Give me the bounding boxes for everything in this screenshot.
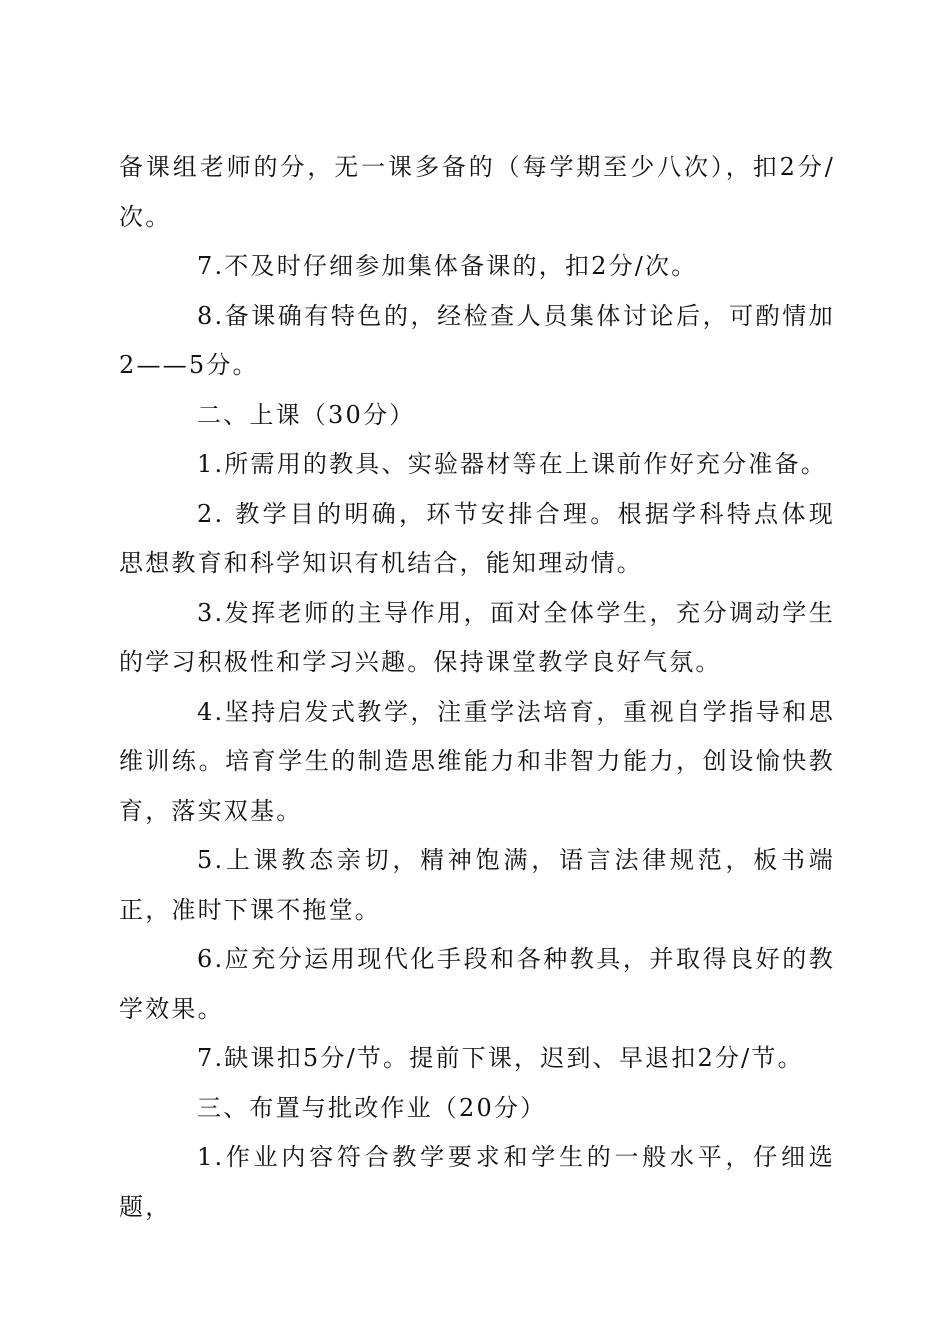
document-body <box>119 143 835 1232</box>
paragraph-item-2: 2. 教学目的明确，环节安排合理。根据学科特点体现思想教育和科学知识有机结合，能知理动情。 <box>119 499 835 577</box>
paragraph-item-8: 8.备课确有特色的，经检查人员集体讨论后，可酌情加2——5分。 <box>119 301 835 379</box>
section-heading-class: 二、上课（30分） <box>197 400 416 429</box>
paragraph-item-1: 1.所需用的教具、实验器材等在上课前作好充分准备。 <box>197 450 827 478</box>
paragraph-item-5: 5.上课教态亲切，精神饱满，语言法律规范，板书端正，准时下课不拖堂。 <box>119 846 835 924</box>
paragraph-item-6: 6.应充分运用现代化手段和各种教具，并取得良好的教学效果。 <box>119 945 835 1023</box>
paragraph-item-7: 7.不及时仔细参加集体备课的，扣2分/次。 <box>197 252 698 280</box>
paragraph-item-4: 4.坚持启发式教学，注重学法培育，重视自学指导和思维训练。培育学生的制造思维能力和非智力能力，创设愉快教育，落实双基。 <box>119 697 835 825</box>
paragraph-item-3: 3.发挥老师的主导作用，面对全体学生，充分调动学生的学习积极性和学习兴趣。保持课堂教学良好气氛。 <box>119 598 835 676</box>
paragraph-continuation: 备课组老师的分，无一课多备的（每学期至少八次），扣2分/次。 <box>119 153 835 231</box>
paragraph-item-1b: 1.作业内容符合教学要求和学生的一般水平，仔细选题， <box>119 1143 835 1221</box>
paragraph-item-7b: 7.缺课扣5分/节。提前下课，迟到、早退扣2分/节。 <box>197 1044 804 1072</box>
section-heading-homework: 三、布置与批改作业（20分） <box>197 1093 547 1122</box>
